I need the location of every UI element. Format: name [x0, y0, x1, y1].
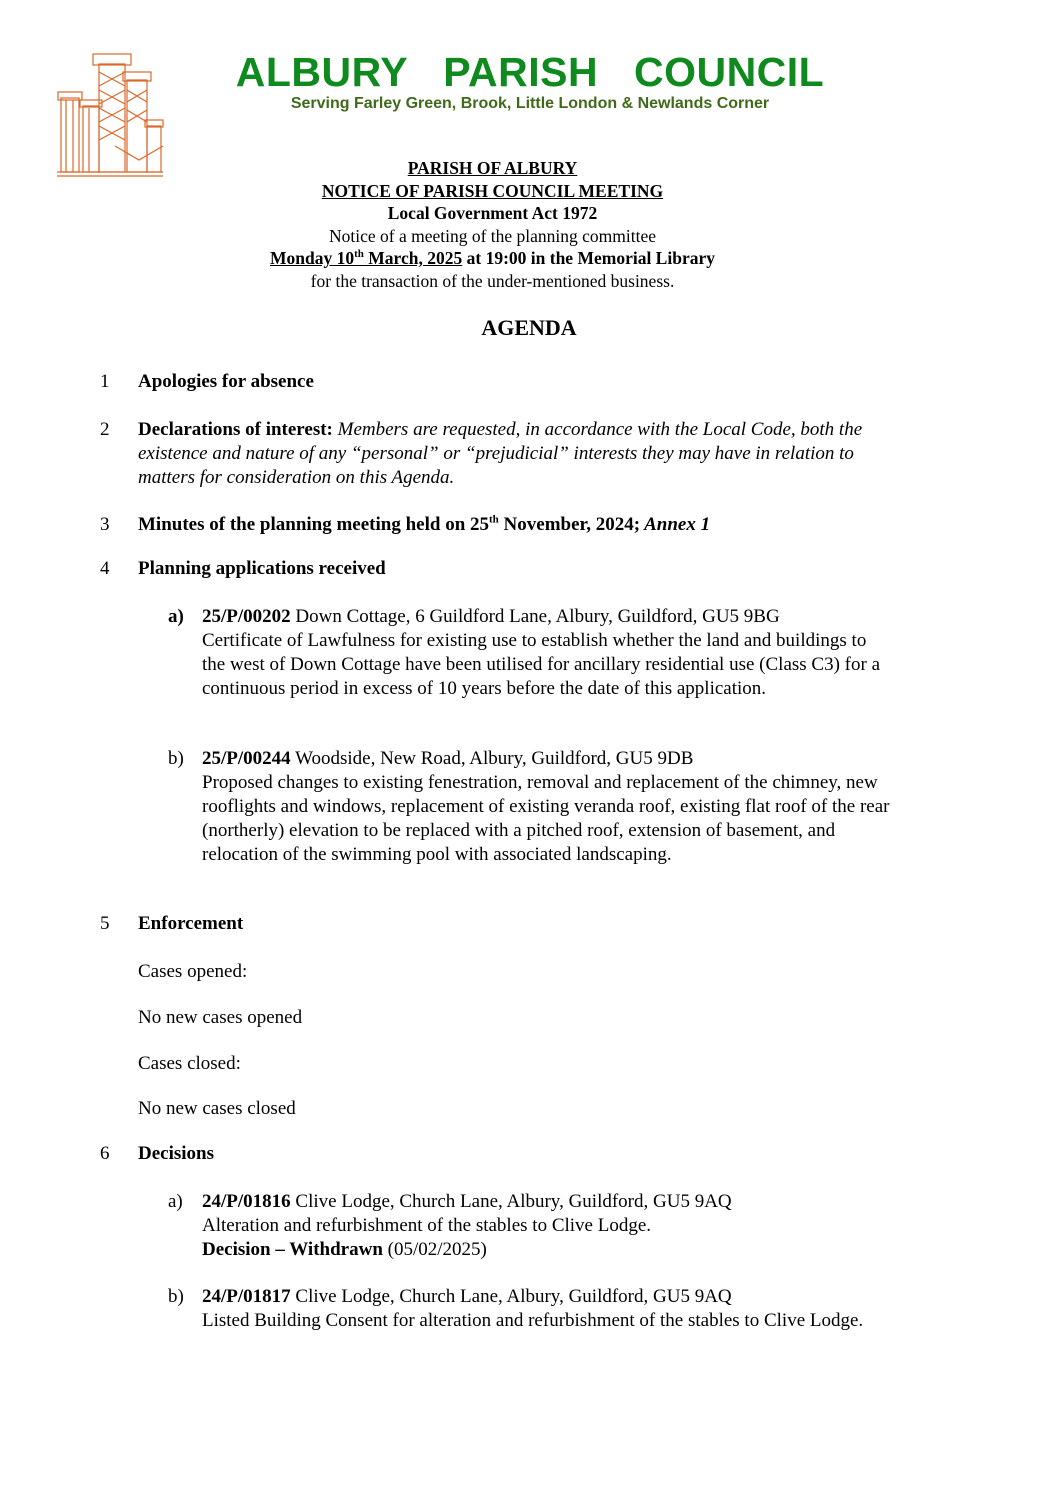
notice-date-prefix: Monday 10	[270, 248, 355, 268]
sub-letter: a)	[168, 606, 184, 627]
application-description: Listed Building Consent for alteration and refurbishment of the stables to Clive Lodge.	[202, 1310, 864, 1331]
application-description: Proposed changes to existing fenestration, removal and replacement of the chimney, new rooflights and windows, replacement of existing veranda roof, existing flat roof of the rear (northerly) elevation to be replaced with a pitched roof, extension of basement, and relocation of the swimming pool with associated landscaping.	[202, 772, 890, 865]
item-text	[138, 418, 898, 490]
cases-opened-label: Cases opened:	[138, 961, 248, 982]
sub-letter: b)	[168, 748, 184, 769]
application-details	[202, 747, 892, 867]
application-ref: 25/P/00202	[202, 606, 291, 627]
sub-letter: a)	[168, 1191, 183, 1212]
item-title: Apologies for absence	[138, 371, 314, 392]
item-number: 1	[100, 371, 110, 392]
notice-act: Local Government Act 1972	[387, 203, 598, 223]
application-ref: 24/P/01817	[202, 1286, 291, 1307]
notice-committee: Notice of a meeting of the planning committee	[328, 225, 657, 246]
item3-title-sup: th	[489, 513, 499, 526]
application-description: Certificate of Lawfulness for existing use to establish whether the land and buildings to the west of Down Cottage have been utilised for ancillary residential use (Class C3) for a continuous period in excess of 10 years before the date of this application.	[202, 630, 880, 699]
application-ref: 25/P/00244	[202, 748, 291, 769]
notice-time-place: at 19:00 in the Memorial Library	[462, 248, 715, 268]
notice-parish: PARISH OF ALBURY	[407, 158, 578, 178]
decision-details	[202, 1285, 892, 1333]
item3-annex: Annex 1	[640, 514, 711, 535]
application-address: Clive Lodge, Church Lane, Albury, Guildford, GU5 9AQ	[290, 1286, 732, 1307]
notice-date-sup: th	[354, 248, 364, 261]
item-number: 3	[100, 514, 110, 535]
agenda-title: AGENDA	[481, 315, 577, 340]
item-number: 2	[100, 419, 110, 440]
application-address: Woodside, New Road, Albury, Guildford, GU5 9DB	[290, 748, 694, 769]
item-body: Members are requested, in accordance with the Local Code, both the existence and nature of any “personal” or “prejudicial” interests they may have in relation to matters for consideration on this Agenda.	[138, 419, 863, 488]
council-name: ALBURY PARISH COUNCIL	[235, 49, 825, 95]
item-title: Planning applications received	[138, 558, 386, 579]
item-title: Enforcement	[138, 913, 244, 934]
item-number: 6	[100, 1143, 110, 1164]
item3-title-rest: November, 2024;	[498, 514, 641, 535]
item-number: 4	[100, 558, 110, 579]
item-title: Decisions	[138, 1143, 214, 1164]
application-details	[202, 605, 892, 701]
meeting-notice	[0, 157, 985, 292]
sub-letter: b)	[168, 1286, 184, 1307]
item-number: 5	[100, 913, 110, 934]
decision-label: Decision – Withdrawn	[202, 1239, 383, 1260]
cases-closed-value: No new cases closed	[138, 1098, 296, 1119]
application-ref: 24/P/01816	[202, 1191, 291, 1212]
item-title: Declarations of interest:	[138, 419, 333, 440]
decision-details	[202, 1190, 892, 1262]
council-subtitle: Serving Farley Green, Brook, Little London & Newlands Corner	[290, 95, 770, 112]
cases-opened-value: No new cases opened	[138, 1007, 303, 1028]
notice-business: for the transaction of the under-mentioned business.	[310, 270, 675, 291]
application-address: Clive Lodge, Church Lane, Albury, Guildford, GU5 9AQ	[290, 1191, 732, 1212]
application-description: Alteration and refurbishment of the stables to Clive Lodge.	[202, 1215, 652, 1236]
notice-heading: NOTICE OF PARISH COUNCIL MEETING	[321, 180, 664, 201]
application-address: Down Cottage, 6 Guildford Lane, Albury, Guildford, GU5 9BG	[290, 606, 780, 627]
decision-date: (05/02/2025)	[382, 1239, 487, 1260]
item3-title-prefix: Minutes of the planning meeting held on 25	[138, 514, 490, 535]
cases-closed-label: Cases closed:	[138, 1053, 241, 1074]
item-title	[138, 513, 898, 537]
notice-date-rest: March, 2025	[363, 248, 463, 268]
notice-date-time	[0, 247, 985, 270]
